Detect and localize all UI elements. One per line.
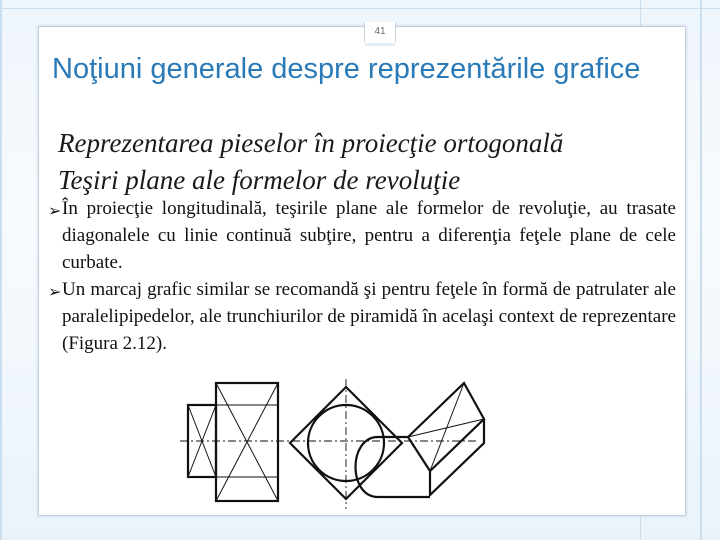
bullet-list bbox=[48, 195, 676, 357]
prism-top bbox=[408, 383, 484, 471]
bullet-text: Un marcaj grafic similar se recomandă şi pentru feţele în formă de patrulater ale paralelipipedelor, ale trunchiurilor de piramidă în acelaşi context de reprezentare (Figura 2.12). bbox=[62, 279, 676, 354]
background-line bbox=[0, 0, 2, 540]
arrow-bullet-icon: ➢ bbox=[48, 282, 62, 301]
background-line bbox=[700, 0, 702, 540]
page-number: 41 bbox=[364, 22, 396, 42]
list-item bbox=[48, 276, 676, 357]
prism-side bbox=[430, 419, 484, 495]
arrow-bullet-icon: ➢ bbox=[48, 201, 62, 220]
technical-drawing-figure bbox=[178, 375, 488, 515]
slide-subtitle: Reprezentarea pieselor în proiecţie ortogonală bbox=[58, 128, 564, 158]
list-item bbox=[48, 195, 676, 276]
bullet-text: În proiecţie longitudinală, teşirile plane ale formelor de revoluţie, au trasate diagonalele cu linie continuă subţire, pentru a diferenţia feţele plane de cele curbate. bbox=[62, 198, 676, 273]
slide-title: Noţiuni generale despre reprezentările grafice bbox=[52, 53, 641, 85]
slide-subtitle: Teşiri plane ale formelor de revoluţie bbox=[58, 165, 461, 195]
background-line bbox=[0, 8, 720, 9]
